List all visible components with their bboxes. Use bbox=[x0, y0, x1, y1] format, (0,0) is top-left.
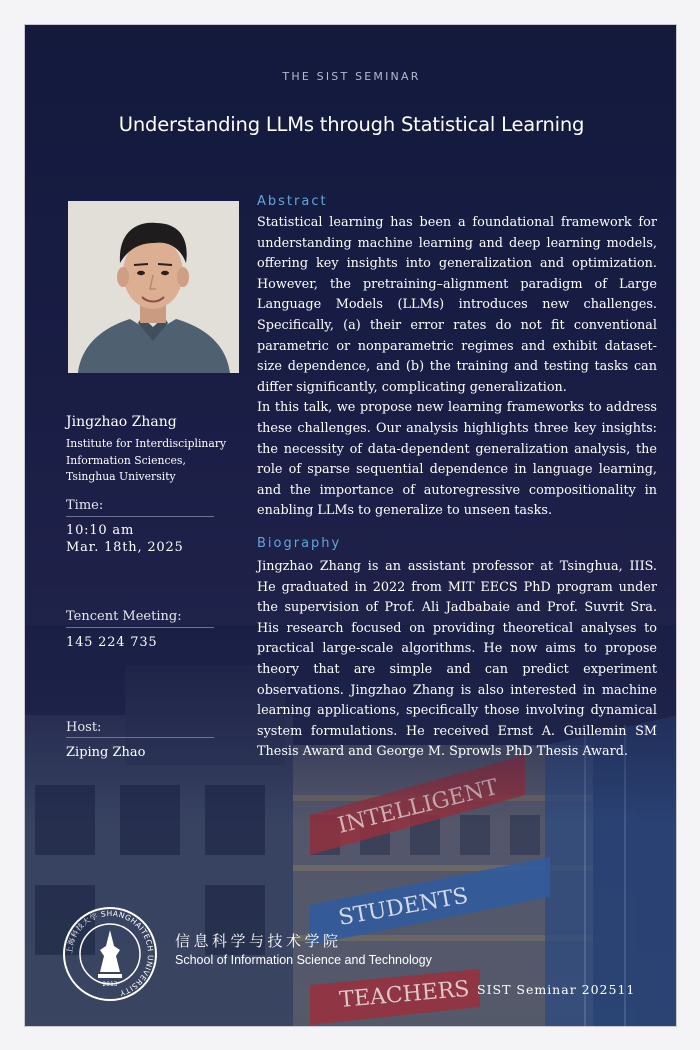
meeting-id: 145 224 735 bbox=[66, 635, 158, 650]
host-label: Host: bbox=[66, 720, 102, 735]
biography-heading: Biography bbox=[257, 536, 342, 551]
abstract-paragraph: In this talk, we propose new learning frameworks to address these challenges. Our analysis highlights three key insights: the necessity of data-dependent generalization analysis, the role of sparse sequential dependence in language learning, and the importance of autoregressive compositionality in enabling LLMs to generalize to unseen tasks. bbox=[257, 400, 657, 519]
meeting-label: Tencent Meeting: bbox=[66, 609, 182, 624]
school-name-chinese: 信息科学与技术学院 bbox=[175, 932, 342, 950]
host-divider bbox=[66, 737, 214, 738]
talk-title: Understanding LLMs through Statistical Learning bbox=[118, 113, 585, 136]
host-name: Ziping Zhao bbox=[66, 745, 146, 760]
affiliation-line: Information Sciences, bbox=[66, 453, 186, 467]
time-value bbox=[66, 522, 184, 556]
biography-text: Jingzhao Zhang is an assistant professor at Tsinghua, IIIS. He graduated in 2022 from MIT EECS PhD program under the supervision of Prof. Ali Jadbabaie and Prof. Suvrit Sra. His research focused on providing theoretical analyses to practical large-scale algorithms. He now aims to propose theory that are simple and can predict experiment observations. Jingzhao Zhang is also interested in machine learning applications, specifically those involving dynamical system formulations. He received Ernst A. Guillemin SM Thesis Award and George M. Sprowls PhD Thesis Award. bbox=[257, 559, 657, 760]
speaker-photo bbox=[68, 201, 239, 373]
affiliation-line: Tsinghua University bbox=[66, 470, 176, 483]
time-label: Time: bbox=[66, 498, 104, 513]
affiliation-line: Institute for Interdisciplinary bbox=[66, 437, 227, 450]
sign-students: STUDENTS bbox=[336, 883, 471, 931]
abstract-text bbox=[257, 213, 657, 522]
abstract-heading: Abstract bbox=[257, 194, 328, 209]
meeting-divider bbox=[66, 627, 214, 628]
seminar-number: SIST Seminar 202511 bbox=[477, 982, 636, 997]
time-divider bbox=[66, 516, 214, 517]
seal-ring-text: 上海科技大学 SHANGHAITECH UNIVERSITY bbox=[64, 908, 156, 998]
seminar-poster bbox=[24, 24, 677, 1027]
time-date: Mar. 18th, 2025 bbox=[66, 540, 184, 555]
speaker-name: Jingzhao Zhang bbox=[66, 414, 177, 430]
time-clock: 10:10 am bbox=[66, 523, 135, 538]
shanghaitech-seal-logo bbox=[62, 906, 158, 1002]
seal-year: 2013 bbox=[102, 981, 118, 988]
abstract-paragraph: Statistical learning has been a foundational framework for understanding machine learning and deep learning models, offering key insights into generalization and optimization. However, the pretraining–alignment paradigm of Large Language Models (LLMs) introduces new challenges. Specifically, (a) their error rates do not fit conventional parametric or nonparametric regimes and exhibit dataset-size dependence, and (b) the training and testing tasks can differ significantly, complicating generalization. bbox=[257, 215, 657, 395]
school-name-english: School of Information Science and Technology bbox=[175, 953, 432, 967]
seminar-series-label: THE SIST SEMINAR bbox=[282, 70, 421, 83]
sign-teachers: TEACHERS bbox=[338, 976, 471, 1013]
speaker-affiliation bbox=[66, 436, 246, 486]
